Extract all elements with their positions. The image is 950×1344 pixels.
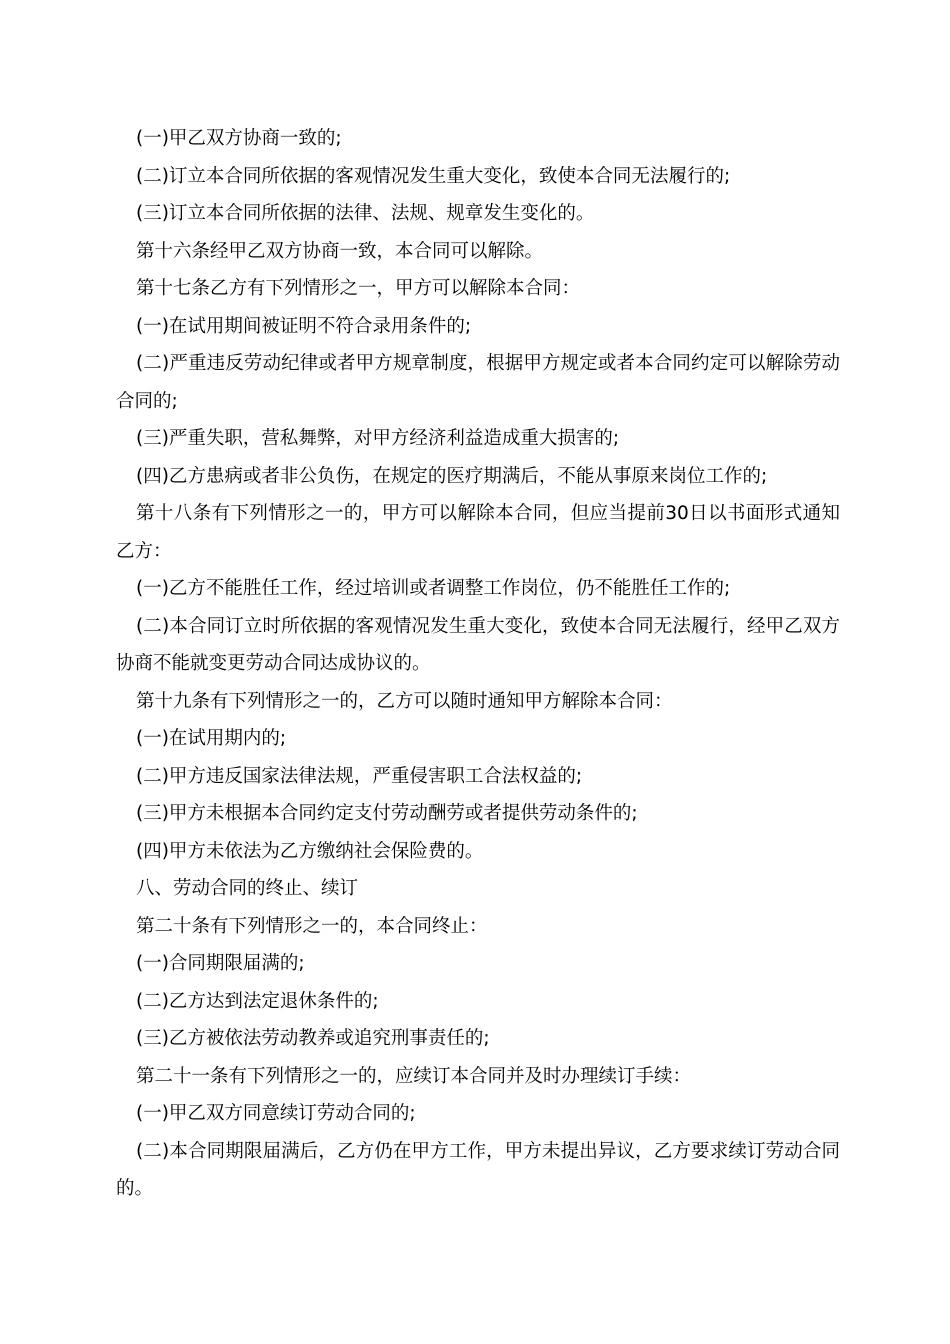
article-20: 第二十条有下列情形之一的，本合同终止： (136, 915, 488, 937)
article-19: 第十九条有下列情形之一的，乙方可以随时通知甲方解除本合同： (136, 690, 673, 712)
article-20-item-2: (二)乙方达到法定退休条件的; (136, 990, 379, 1012)
article-19-item-1: (一)在试用期内的; (136, 728, 287, 749)
article-18: 第十八条有下列情形之一的，甲方可以解除本合同，但应当提前30日以书面形式通知乙方： (116, 503, 840, 562)
article-17-item-3: (三)严重失职，营私舞弊，对甲方经济利益造成重大损害的; (136, 428, 620, 449)
article-19-item-2: (二)甲方违反国家法律法规，严重侵害职工合法权益的; (136, 765, 583, 787)
article-21-item-2: (二)本合同期限届满后，乙方仍在甲方工作，甲方未提出异议，乙方要求续订劳动合同的。 (116, 1140, 840, 1199)
article-16: 第十六条经甲乙双方协商一致，本合同可以解除。 (136, 240, 544, 262)
article-21: 第二十一条有下列情形之一的，应续订本合同并及时办理续订手续： (136, 1065, 692, 1087)
article-17-item-4: (四)乙方患病或者非公负伤，在规定的医疗期满后，不能从事原来岗位工作的; (136, 465, 768, 487)
paragraph-2: (二)订立本合同所依据的客观情况发生重大变化，致使本合同无法履行的; (136, 165, 731, 187)
article-19-item-3: (三)甲方未根据本合同约定支付劳动酬劳或者提供劳动条件的; (136, 803, 638, 824)
document-body (116, 120, 840, 1208)
article-20-item-1: (一)合同期限届满的; (136, 953, 305, 974)
article-17-item-1: (一)在试用期间被证明不符合录用条件的; (136, 315, 472, 337)
article-19-item-4: (四)甲方未依法为乙方缴纳社会保险费的。 (136, 840, 484, 862)
article-21-item-1: (一)甲乙双方同意续订劳动合同的; (136, 1103, 416, 1124)
section-heading-8: 八、劳动合同的终止、续订 (136, 878, 359, 899)
paragraph-1: (一)甲乙双方协商一致的; (136, 128, 342, 149)
article-17-item-2: (二)严重违反劳动纪律或者甲方规章制度，根据甲方规定或者本合同约定可以解除劳动合同的; (116, 353, 840, 412)
article-17: 第十七条乙方有下列情形之一，甲方可以解除本合同： (136, 278, 581, 299)
paragraph-3: (三)订立本合同所依据的法律、法规、规章发生变化的。 (136, 203, 595, 224)
article-18-item-1: (一)乙方不能胜任工作，经过培训或者调整工作岗位，仍不能胜任工作的; (136, 578, 731, 599)
article-20-item-3: (三)乙方被依法劳动教养或追究刑事责任的; (136, 1028, 490, 1049)
article-18-item-2: (二)本合同订立时所依据的客观情况发生重大变化，致使本合同无法履行，经甲乙双方协商不能就变更劳动合同达成协议的。 (116, 615, 840, 674)
